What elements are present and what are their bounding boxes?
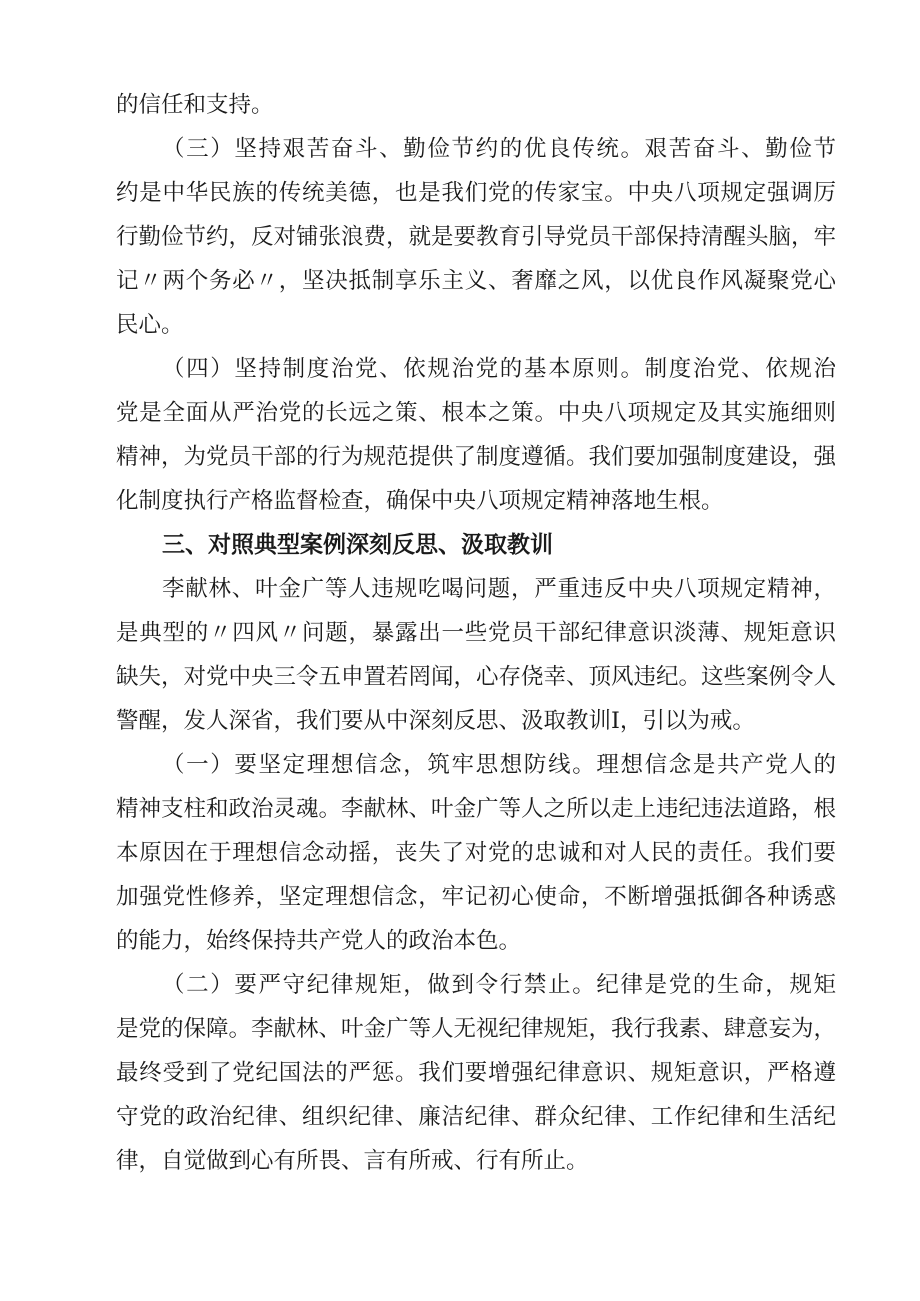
- text-line: 化制度执行产格监督检查，确保中央八项规定精神落地生根。: [116, 488, 724, 514]
- text-line: 精神，为党员干部的行为规范提供了制度遵循。我们要加强制度建设，强: [116, 444, 836, 470]
- text-line: 守党的政治纪律、组织纪律、廉洁纪律、群众纪律、工作纪律和生活纪: [116, 1104, 836, 1130]
- text-line: 警醒，发人深省，我们要从中深刻反思、汲取教训I，引以为戒。: [116, 708, 755, 734]
- text-line: 李献林、叶金广等人违规吃喝问题，严重违反中央八项规定精神，: [162, 576, 836, 602]
- text-line: （三）坚持艰苦奋斗、勤俭节约的优良传统。艰苦奋斗、勤俭节: [162, 136, 836, 162]
- text-line: （四）坚持制度治党、依规治党的基本原则。制度治党、依规治: [162, 356, 836, 382]
- text-line: 约是中华民族的传统美德，也是我们党的传家宝。中央八项规定强调厉: [116, 180, 836, 206]
- text-line: 加强党性修养，坚定理想信念，牢记初心使命，不断增强抵御各种诱惑: [116, 884, 836, 910]
- text-line: 的能力，始终保持共产党人的政治本色。: [116, 928, 522, 954]
- text-line: 党是全面从严治党的长远之策、根本之策。中央八项规定及其实施细则: [116, 400, 836, 426]
- text-line: 是典型的〃四风〃问题，暴露出一些党员干部纪律意识淡薄、规矩意识: [116, 620, 836, 646]
- text-line: 是党的保障。李献林、叶金广等人无视纪律规矩，我行我素、肆意妄为，: [116, 1016, 836, 1042]
- text-line: 记〃两个务必〃，坚决抵制享乐主义、奢靡之风，以优良作风凝聚党心: [116, 268, 836, 294]
- text-line: （一）要坚定理想信念，筑牢思想防线。理想信念是共产党人的: [162, 752, 836, 778]
- text-line: 最终受到了党纪国法的严惩。我们要增强纪律意识、规矩意识，严格遵: [116, 1060, 836, 1086]
- text-line: 的信任和支持。: [116, 92, 274, 118]
- text-line: 行勤俭节约，反对铺张浪费，就是要教育引导党员干部保持清醒头脑，牢: [116, 224, 836, 250]
- text-line: 缺失，对党中央三令五申置若罔闻，心存侥幸、顶风违纪。这些案例令人: [116, 664, 836, 690]
- section-heading: 三、对照典型案例深刻反思、汲取教训: [162, 532, 553, 558]
- text-line: 精神支柱和政治灵魂。李献林、叶金广等人之所以走上违纪违法道路，根: [116, 796, 836, 822]
- text-line: 民心。: [116, 312, 184, 338]
- text-line: 律，自觉做到心有所畏、言有所戒、行有所止。: [116, 1148, 589, 1174]
- text-line: （二）要严守纪律规矩，做到令行禁止。纪律是党的生命，规矩: [162, 972, 836, 998]
- text-line: 本原因在于理想信念动摇，丧失了对党的忠诚和对人民的责任。我们要: [116, 840, 836, 866]
